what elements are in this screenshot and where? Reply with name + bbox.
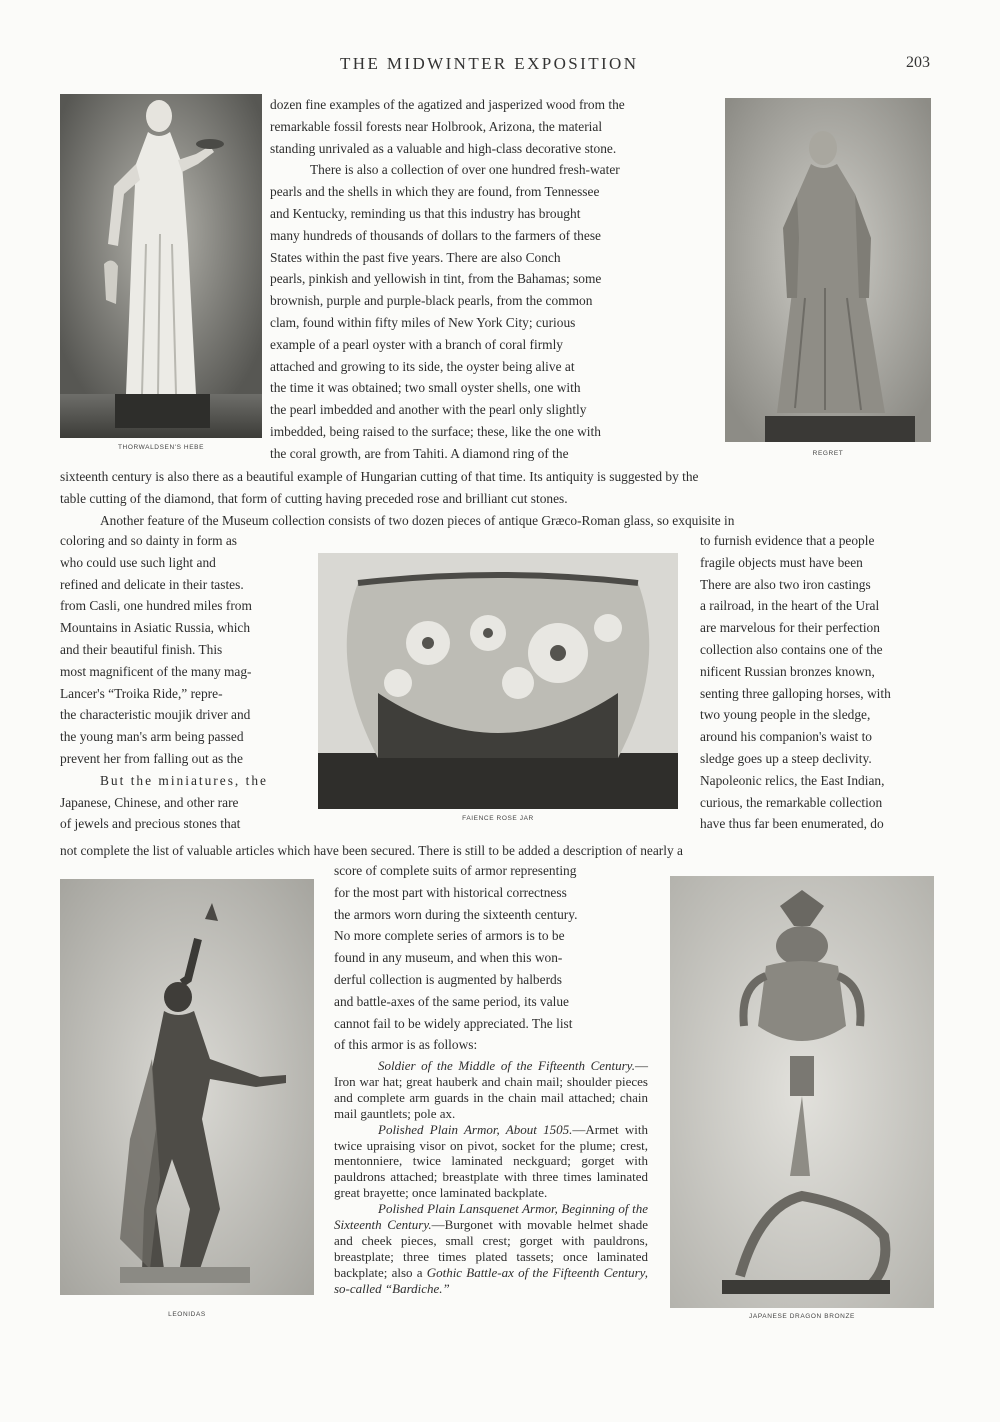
bridge-line (60, 840, 934, 862)
armor-list (334, 1058, 648, 1297)
left-column-text (60, 530, 294, 835)
text-line: many hundreds of thousands of dollars to the farmers of these (270, 227, 601, 243)
text-line: around his companion's waist to (700, 729, 873, 745)
top-column-text (270, 94, 705, 465)
text-line: Mountains in Asiatic Russia, which (60, 620, 251, 636)
text-line: most magnificent of the many mag- (60, 663, 252, 679)
text-line: brownish, purple and purple-black pearls, from the common (270, 293, 593, 309)
regret-photo (725, 98, 931, 442)
text-line: from Casli, one hundred miles from (60, 598, 252, 614)
text-line: No more complete series of armors is to be (334, 928, 565, 944)
page-number: 203 (906, 54, 930, 71)
text-line: the coral growth, are from Tahiti. A diamond ring of the (270, 445, 569, 461)
regret-caption: REGRET (812, 450, 844, 457)
text-line: Another feature of the Museum collection consists of two dozen pieces of antique Græco-Roman glass, so exquisite in (100, 512, 735, 528)
text-line: the pearl imbedded and another with the pearl only slightly (270, 402, 587, 418)
leonidas-photo (60, 879, 314, 1295)
hebe-caption: THORWALDSEN'S HEBE (117, 444, 205, 451)
armor-entry-text: —Armet with twice upraising visor on pivot, socket for the plume; crest, mentonniere, twice laminated neckguard; gorget with pauldrons attached; breastplate with three times laminated great brayette; once laminated backplate. (334, 1121, 648, 1201)
text-line: But the miniatures, the (100, 772, 268, 788)
text-line: have thus far been enumerated, do (700, 816, 884, 832)
text-line: There is also a collection of over one hundred fresh-water (310, 162, 620, 178)
full-width-text (60, 466, 934, 531)
armor-entry-text: —Iron war hat; great hauberk and chain mail; shoulder pieces and complete arm guards in the chain mail attached; chain mail gauntlets; pole ax. (334, 1058, 648, 1121)
text-line: score of complete suits of armor representing (334, 863, 577, 878)
text-line: collection also contains one of the (700, 641, 883, 657)
text-line: States within the past five years. There are also Conch (270, 249, 561, 265)
text-line: Lancer's “Troika Ride,” repre- (60, 685, 223, 701)
text-line: attached and growing to its side, the oyster being alive at (270, 358, 575, 374)
text-line: dozen fine examples of the agatized and jasperized wood from the (270, 97, 625, 112)
text-line: coloring and so dainty in form as (60, 533, 238, 548)
text-line: of jewels and precious stones that (60, 816, 241, 832)
dragon-caption: JAPANESE DRAGON BRONZE (749, 1313, 855, 1320)
armor-entry-title: Soldier of the Middle of the Fifteenth Century. (378, 1058, 635, 1073)
text-line: cannot fail to be widely appreciated. The list (334, 1015, 573, 1031)
text-line: and battle-axes of the same period, its value (334, 993, 569, 1009)
text-line: remarkable fossil forests near Holbrook, Arizona, the material (270, 118, 603, 134)
text-line: fragile objects must have been (700, 554, 863, 570)
jar-photo (318, 553, 678, 809)
dragon-photo (670, 876, 934, 1308)
text-line: derful collection is augmented by halberds (334, 971, 562, 987)
text-line: not complete the list of valuable articles which have been secured. There is still to be added a description of nearly a (60, 843, 683, 858)
right-column-text (700, 530, 934, 835)
armor-entry (334, 1122, 648, 1202)
text-line: curious, the remarkable collection (700, 794, 883, 810)
text-line: and Kentucky, reminding us that this industry has brought (270, 205, 581, 221)
text-line: found in any museum, and when this won- (334, 950, 563, 966)
middle-column-text (334, 860, 648, 1056)
text-line: a railroad, in the heart of the Ural (700, 598, 880, 614)
armor-entry-tail: Gothic Battle-ax of the Fifteenth Century, so-called “Bardiche.” (334, 1264, 648, 1296)
text-line: nificent Russian bronzes known, (700, 663, 875, 679)
text-line: two young people in the sledge, (700, 707, 871, 723)
text-line: clam, found within fifty miles of New York City; curious (270, 314, 576, 330)
text-line: pearls and the shells in which they are found, from Tennessee (270, 184, 600, 200)
page-header (0, 54, 1000, 78)
text-line: the characteristic moujik driver and (60, 707, 251, 723)
armor-entry-title: Polished Plain Armor, About 1505. (378, 1121, 573, 1137)
text-line: sledge goes up a steep declivity. (700, 750, 872, 766)
armor-entry (334, 1058, 648, 1122)
text-line: table cutting of the diamond, that form of cutting having preceded rose and brilliant cut stones. (60, 490, 568, 506)
text-line: Napoleonic relics, the East Indian, (700, 772, 885, 788)
text-line: who could use such light and (60, 554, 216, 570)
text-line: are marvelous for their perfection (700, 620, 880, 636)
text-line: Japanese, Chinese, and other rare (60, 794, 239, 810)
text-line: example of a pearl oyster with a branch of coral firmly (270, 336, 563, 352)
text-line: standing unrivaled as a valuable and high-class decorative stone. (270, 140, 617, 156)
jar-caption: FAIENCE ROSE JAR (462, 815, 534, 822)
hebe-photo (60, 94, 262, 438)
text-line: senting three galloping horses, with (700, 685, 891, 701)
armor-entry (334, 1201, 648, 1296)
text-line: There are also two iron castings (700, 576, 871, 592)
armor-entry-text: —Burgonet with movable helmet shade and cheek pieces, small crest; gorget with pauldrons, breastplate; three times plated tassets; once laminated backplate; also a (334, 1217, 649, 1280)
text-line: of this armor is as follows: (334, 1037, 478, 1053)
text-line: prevent her from falling out as the (60, 750, 243, 766)
leonidas-caption: LEONIDAS (168, 1311, 206, 1318)
text-line: for the most part with historical correctness (334, 884, 567, 900)
text-line: the young man's arm being passed (60, 729, 244, 745)
text-line: and their beautiful finish. This (60, 641, 223, 657)
running-title: THE MIDWINTER EXPOSITION (340, 54, 639, 73)
text-line: the armors worn during the sixteenth century. (334, 906, 578, 922)
text-line: to furnish evidence that a people (700, 533, 875, 548)
armor-entry-title: Polished Plain Lansquenet Armor, Beginning of the Sixteenth Century. (334, 1201, 648, 1233)
text-line: pearls, pinkish and yellowish in tint, from the Bahamas; some (270, 271, 602, 287)
text-line: sixteenth century is also there as a beautiful example of Hungarian cutting of that time. Its antiquity is suggested by the (60, 469, 699, 484)
text-line: the time it was obtained; two small oyster shells, one with (270, 380, 581, 396)
text-line: imbedded, being raised to the surface; these, like the one with (270, 423, 601, 439)
text-line: refined and delicate in their tastes. (60, 576, 244, 592)
